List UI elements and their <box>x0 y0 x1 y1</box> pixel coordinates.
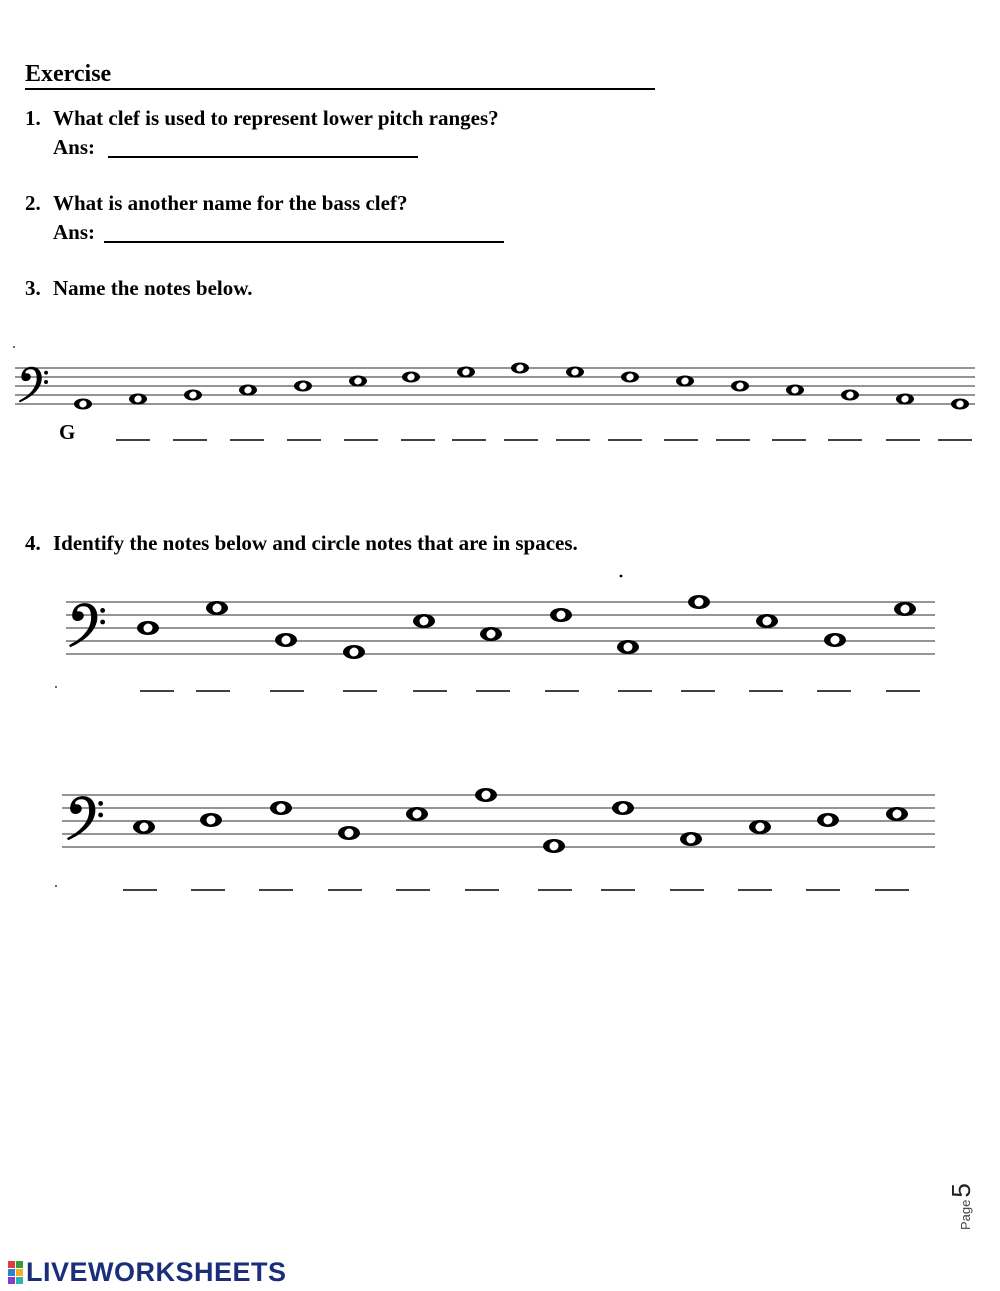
whole-note[interactable] <box>475 788 497 802</box>
question-number: 1. <box>25 106 41 130</box>
whole-note[interactable] <box>886 807 908 821</box>
question-text: Name the notes below. <box>53 276 253 300</box>
whole-note[interactable] <box>133 820 155 834</box>
whole-note[interactable] <box>200 813 222 827</box>
answer-label: Ans: <box>53 135 96 159</box>
brand-text: LIVEWORKSHEETS <box>26 1257 287 1287</box>
whole-note[interactable] <box>749 820 771 834</box>
whole-note[interactable] <box>543 839 565 853</box>
whole-note[interactable] <box>612 801 634 815</box>
question-text: Identify the notes below and circle notes that are in spaces. <box>53 531 578 555</box>
answer-label: Ans: <box>53 220 96 244</box>
whole-note[interactable] <box>406 807 428 821</box>
page-label: Page <box>958 1199 973 1230</box>
whole-note[interactable] <box>338 826 360 840</box>
example-answer: G <box>59 420 76 444</box>
whole-note[interactable] <box>680 832 702 846</box>
question-text: What is another name for the bass clef? <box>53 191 408 215</box>
question-number: 2. <box>25 191 41 215</box>
whole-note[interactable] <box>270 801 292 815</box>
question-number: 3. <box>25 276 41 300</box>
page-number <box>946 1170 986 1230</box>
whole-note[interactable] <box>817 813 839 827</box>
question-number: 4. <box>25 531 41 555</box>
question-text: What clef is used to represent lower pitch ranges? <box>53 106 499 130</box>
page-number-value: 5 <box>946 1183 976 1198</box>
exercise-heading-text: Exercise <box>25 61 112 87</box>
